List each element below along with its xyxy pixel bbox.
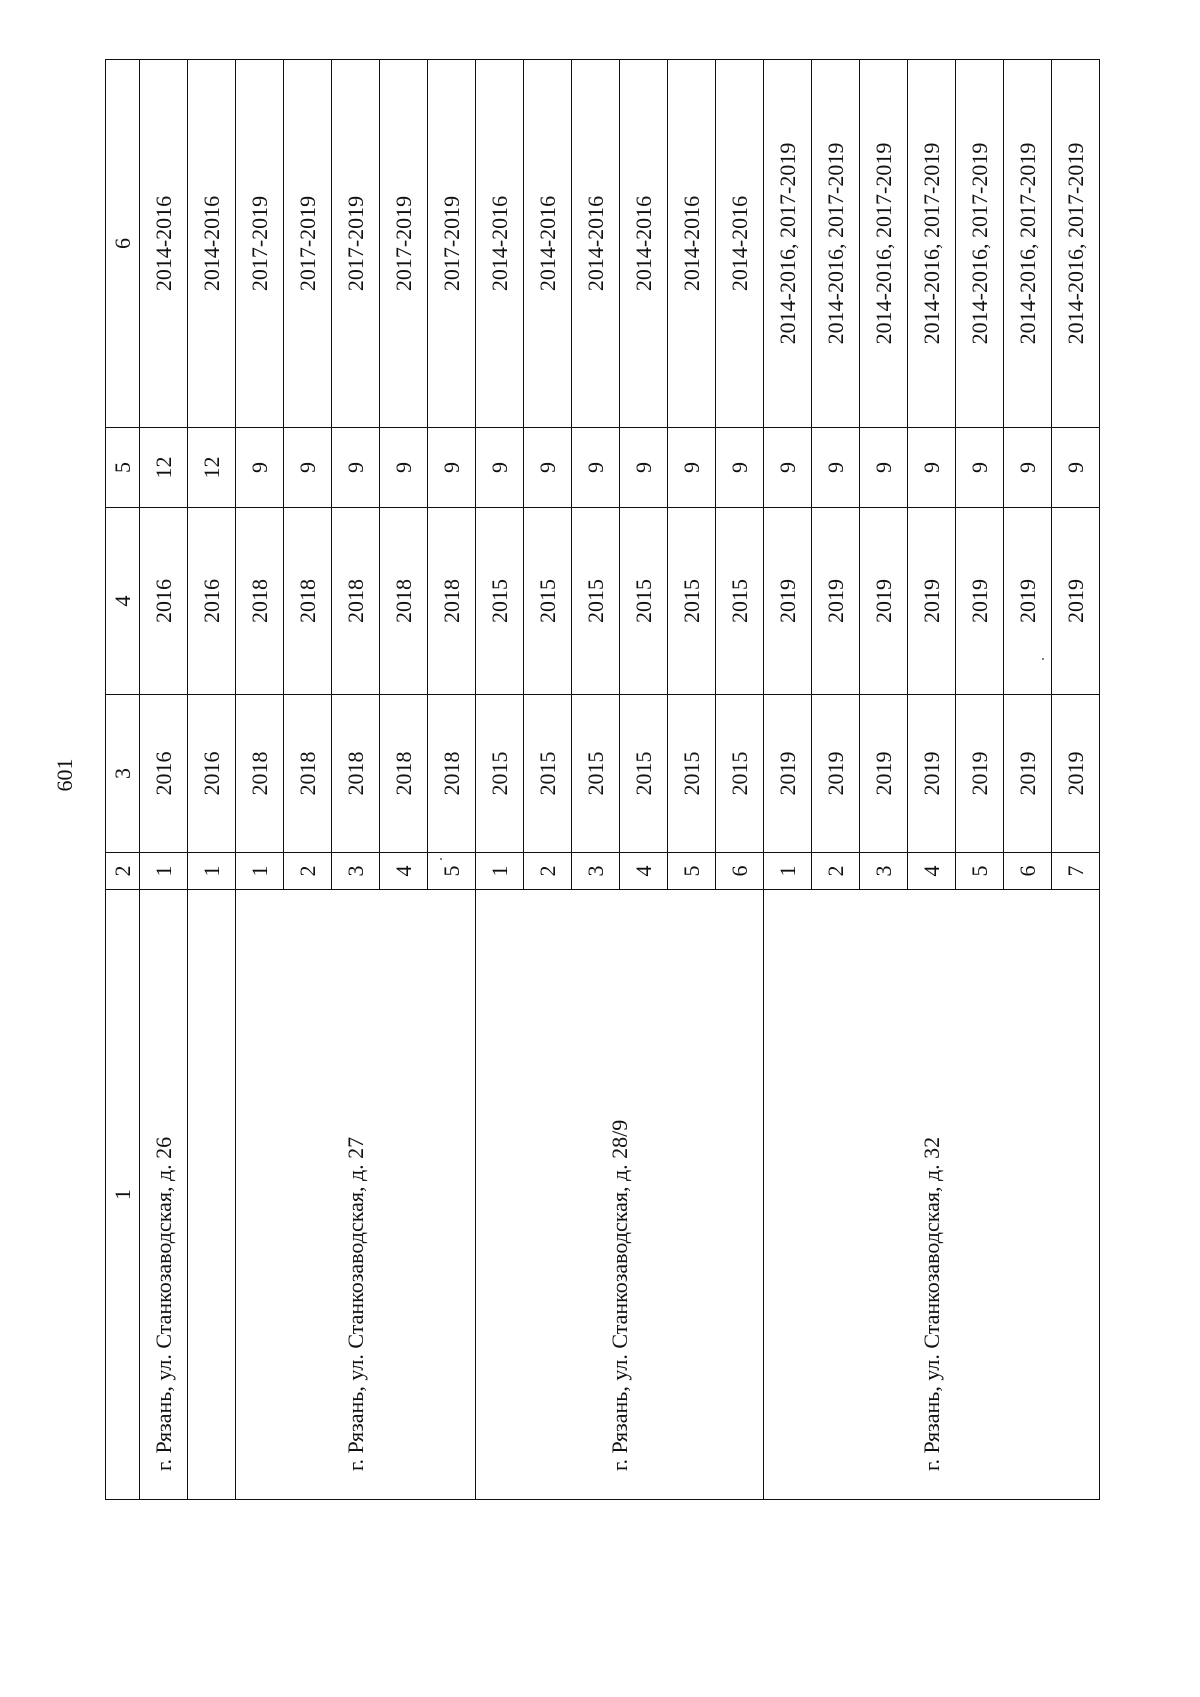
- entrance-number-cell: 1: [188, 853, 236, 890]
- year-actual-cell: 2016: [188, 508, 236, 695]
- period-cell: 2014-2016, 2017-2019: [1052, 60, 1100, 428]
- entrance-number-cell: 4: [620, 853, 668, 890]
- address-cell: г. Рязань, ул. Станкозаводская, д. 28/9: [476, 890, 764, 1500]
- entrance-number-cell: 7: [1052, 853, 1100, 890]
- entrance-number-cell: 5: [956, 853, 1004, 890]
- year-planned-cell: 2015: [668, 695, 716, 853]
- period-cell: 2017-2019: [428, 60, 476, 428]
- period-cell: 2014-2016, 2017-2019: [860, 60, 908, 428]
- year-actual-cell: 2015: [572, 508, 620, 695]
- period-cell: 2014-2016: [668, 60, 716, 428]
- table-row: [140, 60, 188, 1500]
- floors-cell: 9: [908, 428, 956, 508]
- floors-cell: 9: [236, 428, 284, 508]
- address-cell: г. Рязань, ул. Станкозаводская, д. 26: [140, 890, 188, 1500]
- floors-cell: 9: [284, 428, 332, 508]
- year-planned-cell: 2018: [332, 695, 380, 853]
- entrance-number-cell: 6: [1004, 853, 1052, 890]
- entrance-number-cell: 3: [572, 853, 620, 890]
- floors-cell: 12: [188, 428, 236, 508]
- header-row: [106, 60, 140, 1500]
- period-cell: 2014-2016: [524, 60, 572, 428]
- entrance-number-cell: 3: [332, 853, 380, 890]
- entrance-number-cell: 1: [140, 853, 188, 890]
- year-actual-cell: 2018: [380, 508, 428, 695]
- address-cell: г. Рязань, ул. Станкозаводская, д. 27: [236, 890, 476, 1500]
- entrance-number-cell: 4: [908, 853, 956, 890]
- year-planned-cell: 2018: [236, 695, 284, 853]
- period-cell: 2017-2019: [332, 60, 380, 428]
- header-cell-4: 4: [106, 508, 140, 695]
- year-actual-cell: 2019: [1052, 508, 1100, 695]
- floors-cell: 9: [668, 428, 716, 508]
- address-cell: г. Рязань, ул. Станкозаводская, д. 32: [764, 890, 1100, 1500]
- period-cell: 2014-2016, 2017-2019: [812, 60, 860, 428]
- scan-speck: [1042, 658, 1044, 660]
- entrance-number-cell: 2: [284, 853, 332, 890]
- year-actual-cell: 2019: [956, 508, 1004, 695]
- year-actual-cell: 2015: [620, 508, 668, 695]
- header-cell-5: 5: [106, 428, 140, 508]
- floors-cell: 12: [140, 428, 188, 508]
- year-actual-cell: 2015: [716, 508, 764, 695]
- year-actual-cell: 2015: [524, 508, 572, 695]
- address-cell: [188, 890, 236, 1500]
- entrance-number-cell: 2: [524, 853, 572, 890]
- floors-cell: 9: [1004, 428, 1052, 508]
- header-cell-6: 6: [106, 60, 140, 428]
- floors-cell: 9: [380, 428, 428, 508]
- entrance-number-cell: 5: [668, 853, 716, 890]
- floors-cell: 9: [956, 428, 1004, 508]
- entrance-number-cell: 3: [860, 853, 908, 890]
- period-cell: 2014-2016, 2017-2019: [764, 60, 812, 428]
- year-planned-cell: 2016: [188, 695, 236, 853]
- year-actual-cell: 2018: [284, 508, 332, 695]
- period-cell: 2014-2016: [716, 60, 764, 428]
- year-actual-cell: 2018: [332, 508, 380, 695]
- year-planned-cell: 2016: [140, 695, 188, 853]
- table-row: [764, 60, 812, 1500]
- period-cell: 2014-2016, 2017-2019: [956, 60, 1004, 428]
- entrance-number-cell: 1: [236, 853, 284, 890]
- period-cell: 2014-2016, 2017-2019: [908, 60, 956, 428]
- year-actual-cell: 2015: [476, 508, 524, 695]
- year-actual-cell: 2015: [668, 508, 716, 695]
- period-cell: 2017-2019: [284, 60, 332, 428]
- year-planned-cell: 2019: [956, 695, 1004, 853]
- year-planned-cell: 2015: [572, 695, 620, 853]
- year-planned-cell: 2019: [908, 695, 956, 853]
- period-cell: 2014-2016: [476, 60, 524, 428]
- year-actual-cell: 2018: [236, 508, 284, 695]
- entrance-number-cell: 4: [380, 853, 428, 890]
- year-actual-cell: 2016: [140, 508, 188, 695]
- floors-cell: 9: [1052, 428, 1100, 508]
- floors-cell: 9: [716, 428, 764, 508]
- table-row: [236, 60, 284, 1500]
- floors-cell: 9: [812, 428, 860, 508]
- year-actual-cell: 2019: [1004, 508, 1052, 695]
- table-row: [476, 60, 524, 1500]
- header-cell-1: 1: [106, 890, 140, 1500]
- year-actual-cell: 2019: [860, 508, 908, 695]
- period-cell: 2014-2016: [140, 60, 188, 428]
- page-number: 601: [52, 758, 77, 792]
- scan-speck: [440, 858, 442, 860]
- period-cell: 2014-2016, 2017-2019: [1004, 60, 1052, 428]
- year-planned-cell: 2019: [764, 695, 812, 853]
- entrance-number-cell: 5: [428, 853, 476, 890]
- period-cell: 2017-2019: [380, 60, 428, 428]
- floors-cell: 9: [860, 428, 908, 508]
- floors-cell: 9: [620, 428, 668, 508]
- year-planned-cell: 2018: [284, 695, 332, 853]
- year-actual-cell: 2018: [428, 508, 476, 695]
- year-actual-cell: 2019: [764, 508, 812, 695]
- period-cell: 2014-2016: [572, 60, 620, 428]
- entrance-number-cell: 1: [764, 853, 812, 890]
- floors-cell: 9: [332, 428, 380, 508]
- year-planned-cell: 2015: [716, 695, 764, 853]
- year-planned-cell: 2018: [380, 695, 428, 853]
- year-planned-cell: 2019: [1004, 695, 1052, 853]
- year-planned-cell: 2019: [1052, 695, 1100, 853]
- period-cell: 2014-2016: [620, 60, 668, 428]
- header-cell-2: 2: [106, 853, 140, 890]
- entrance-number-cell: 2: [812, 853, 860, 890]
- entrance-number-cell: 6: [716, 853, 764, 890]
- year-planned-cell: 2019: [860, 695, 908, 853]
- floors-cell: 9: [476, 428, 524, 508]
- period-cell: 2017-2019: [236, 60, 284, 428]
- year-planned-cell: 2015: [620, 695, 668, 853]
- floors-cell: 9: [572, 428, 620, 508]
- floors-cell: 9: [428, 428, 476, 508]
- year-planned-cell: 2015: [476, 695, 524, 853]
- year-actual-cell: 2019: [908, 508, 956, 695]
- period-cell: 2014-2016: [188, 60, 236, 428]
- table-row: [188, 60, 236, 1500]
- year-actual-cell: 2019: [812, 508, 860, 695]
- floors-cell: 9: [524, 428, 572, 508]
- data-table: [105, 59, 1100, 1500]
- entrance-number-cell: 1: [476, 853, 524, 890]
- header-cell-3: 3: [106, 695, 140, 853]
- year-planned-cell: 2019: [812, 695, 860, 853]
- floors-cell: 9: [764, 428, 812, 508]
- year-planned-cell: 2018: [428, 695, 476, 853]
- table-container: [105, 60, 1088, 1500]
- year-planned-cell: 2015: [524, 695, 572, 853]
